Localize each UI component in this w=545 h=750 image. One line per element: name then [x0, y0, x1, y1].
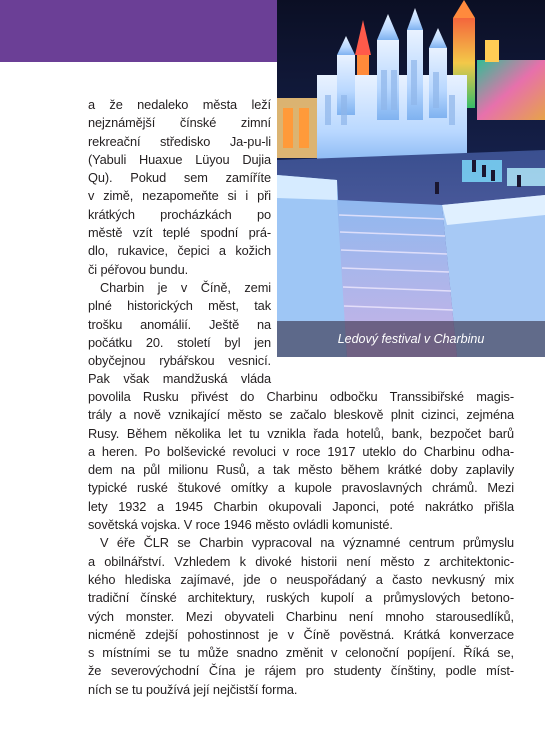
- text-line: Charbin je v Číně, zemi: [100, 279, 271, 295]
- text-line: a že nedaleko města leží: [88, 97, 271, 112]
- ice-festival-photo: [277, 0, 545, 357]
- text-line: či péřovou bundu.: [88, 261, 189, 277]
- text-line: tradiční čínské architektury, ruských kupolí a průmyslových betono-: [88, 590, 514, 606]
- text-line: kého hlediska zajímavé, jde o neuspořádaný a často nevkusný mix: [88, 571, 514, 587]
- text-line: obyčejnou rybářskou vesnicí.: [88, 353, 271, 369]
- text-line: dem na půl milionu Rusů, a tak město během krátké doby zaplavily: [88, 462, 514, 478]
- text-line: Qu). Pokud sem zamíříte: [88, 170, 271, 186]
- text-line: ních se tu používá její nejčistší forma.: [88, 681, 298, 697]
- text-line: nejznámější čínské zimní: [88, 115, 271, 131]
- text-line: trošku anomálií. Ještě na: [88, 316, 271, 332]
- text-line: že severovýchodní Čína je rájem pro studenty čínštiny, podle míst-: [88, 663, 514, 679]
- text-line: v zimě, nezapomeňte si i při: [88, 188, 271, 204]
- text-line: nicméně zdejší pohostinnost je v Číně pověstná. Krátká konverzace: [88, 626, 514, 642]
- text-line: a heren. Po bolševické revoluci v roce 1917 uteklo do Charbinu odha-: [88, 443, 514, 459]
- text-line: městě vzít teplé spodní prá-: [88, 225, 271, 241]
- left-column-text: [88, 96, 271, 389]
- text-line: Rusy. Během několika let tu vznikla řada hotelů, bank, bezpočet barů: [88, 425, 514, 441]
- full-width-text: [88, 388, 514, 699]
- text-line: lety 1932 a 1945 Charbin okupovali Japonci, poté nakrátko přišla: [88, 498, 514, 514]
- text-line: a obilnářství. Vzhledem k divoké historii není město z architektonic-: [88, 553, 514, 569]
- text-line: rekreační středisko Ja-pu-li: [88, 133, 271, 149]
- text-line: s místními se tu může snadno změnit v celonoční popíjení. Říká se,: [88, 645, 514, 661]
- text-line: povolila Rusku přivést do Charbinu odbočku Transsibiřské magis-: [88, 389, 514, 404]
- text-line: dlo, rukavice, čepici a kožich: [88, 243, 271, 259]
- text-line: trály a nově vznikající město se začalo bleskově plnit cizinci, zejména: [88, 407, 514, 423]
- text-line: (Yabuli Huaxue Lüyou Dujia: [88, 151, 271, 167]
- text-line: krátkých procházkách po: [88, 206, 271, 222]
- text-line: typické ruské štukové omítky a kupole pravoslavných chrámů. Mezi: [88, 480, 514, 496]
- header-color-bar: [0, 0, 277, 62]
- text-line: vých monster. Mezi obyvateli Charbinu není mnoho starousedlíků,: [88, 608, 514, 624]
- text-line: plné historických měst, tak: [88, 298, 271, 314]
- photo-caption: Ledový festival v Charbinu: [277, 321, 545, 357]
- text-line: sovětská vojska. V roce 1946 město ovládli komunisté.: [88, 517, 393, 533]
- text-line: V éře ČLR se Charbin vypracoval na významné centrum průmyslu: [100, 535, 514, 551]
- text-line: Pak však mandžuská vláda: [88, 371, 271, 387]
- text-line: počátku 20. století byl jen: [88, 334, 271, 350]
